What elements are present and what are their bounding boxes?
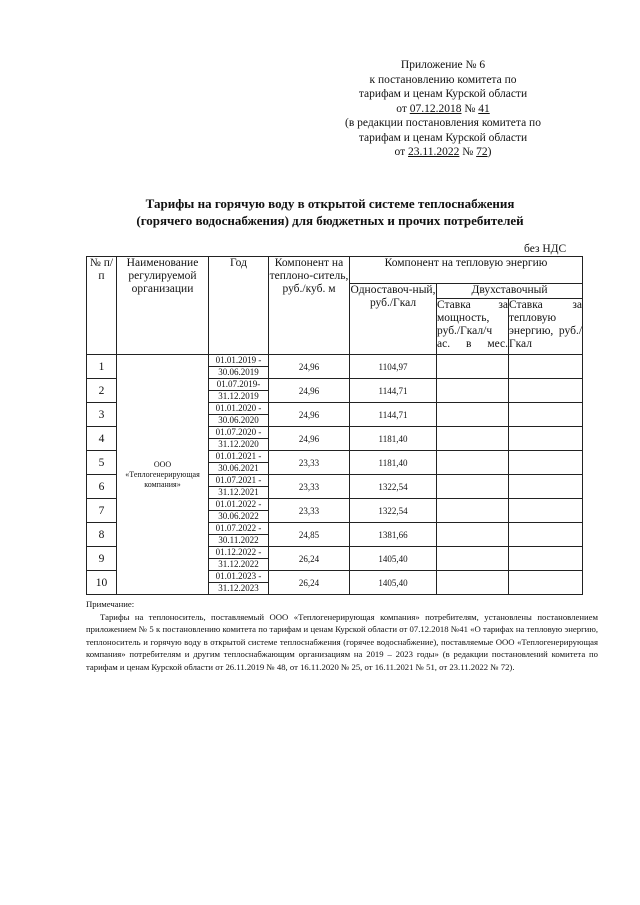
header-org: Наименование регулируемой организации [117,257,209,355]
single-rate-value: 1322,54 [350,475,437,499]
energy-rate-value [509,571,583,595]
carrier-value: 24,96 [269,403,350,427]
capacity-rate-value [437,499,509,523]
single-rate-value: 1144,71 [350,379,437,403]
period-end: 30.06.2021 [218,463,259,473]
row-number: 9 [87,547,117,571]
row-number: 10 [87,571,117,595]
capacity-rate-value [437,523,509,547]
carrier-value: 23,33 [269,451,350,475]
single-rate-value: 1144,71 [350,403,437,427]
appendix-date-line: от 07.12.2018 № 41 [396,102,490,115]
header-double: Двухставочный [437,284,583,299]
carrier-value: 26,24 [269,571,350,595]
energy-rate-value [509,403,583,427]
capacity-rate-value [437,427,509,451]
row-number: 8 [87,523,117,547]
header-single: Одноставоч-ный, руб./Гкал [350,284,437,355]
note [86,598,598,674]
period-end: 30.06.2022 [218,511,259,521]
row-number: 5 [87,451,117,475]
capacity-rate-value [437,451,509,475]
period-end: 30.06.2020 [218,415,259,425]
revision-date-line: от 23.11.2022 № 72) [394,146,492,158]
row-number: 3 [87,403,117,427]
single-rate-value: 1181,40 [350,451,437,475]
period [209,523,269,547]
appendix-line: (в редакции постановления комитета по [345,117,541,129]
period-start: 01.01.2019 - [209,355,268,367]
energy-rate-value [509,475,583,499]
period [209,499,269,523]
period [209,355,269,379]
period-end: 31.12.2023 [218,583,259,593]
carrier-value: 26,24 [269,547,350,571]
decree-number: 41 [478,102,490,115]
carrier-value: 23,33 [269,499,350,523]
appendix-line: к постановлению комитета по [369,73,517,86]
capacity-rate-value [437,403,509,427]
appendix-number: Приложение № 6 [400,59,486,71]
period [209,379,269,403]
organization-name: ООО «Теплогенерирующая компания» [117,355,209,595]
single-rate-value: 1104,97 [350,355,437,379]
period-end: 30.11.2022 [218,535,259,545]
document-title: Тарифы на горячую воду в открытой системе теплоснабжения (горячего водоснабжения) для бюджетных и прочих потребителей [136,196,524,228]
period [209,451,269,475]
row-number: 7 [87,499,117,523]
table-body [87,355,583,595]
appendix-line: тарифам и ценам Курской области [358,131,528,144]
single-rate-value: 1405,40 [350,547,437,571]
period-start: 01.01.2020 - [209,403,268,415]
period-start: 01.07.2021 - [209,475,268,487]
period-start: 01.01.2023 - [209,571,268,583]
tariff-table [86,256,583,595]
header-carrier: Компонент на теплоно-ситель, руб./куб. м [269,257,350,355]
header-year: Год [209,257,269,355]
revision-number: 72 [476,146,488,158]
energy-rate-value [509,451,583,475]
period [209,571,269,595]
period-start: 01.01.2021 - [209,451,268,463]
energy-rate-value [509,427,583,451]
revision-date: 23.11.2022 [408,146,460,158]
period-end: 31.12.2022 [218,559,259,569]
period-start: 01.12.2022 - [209,547,268,559]
period-end: 31.12.2021 [218,487,259,497]
carrier-value: 24,96 [269,379,350,403]
energy-rate-value [509,499,583,523]
row-number: 6 [87,475,117,499]
period [209,427,269,451]
table-row [87,355,583,379]
appendix-header [318,58,568,160]
header-num: № п/п [87,257,117,355]
period [209,403,269,427]
energy-rate-value [509,523,583,547]
carrier-value: 24,85 [269,523,350,547]
capacity-rate-value [437,547,509,571]
row-number: 4 [87,427,117,451]
appendix-line: тарифам и ценам Курской области [358,88,528,100]
energy-rate-value [509,379,583,403]
vat-note: без НДС [524,243,567,255]
period-start: 01.07.2020 - [209,427,268,439]
period-end: 31.12.2019 [218,391,259,401]
single-rate-value: 1181,40 [350,427,437,451]
period-start: 01.01.2022 - [209,499,268,511]
period-end: 31.12.2020 [218,439,259,449]
capacity-rate-value [437,379,509,403]
capacity-rate-value [437,571,509,595]
note-heading: Примечание: [86,599,135,609]
period-start: 01.07.2022 - [209,523,268,535]
single-rate-value: 1405,40 [350,571,437,595]
carrier-value: 24,96 [269,355,350,379]
header-energy: Компонент на тепловую энергию [350,257,583,284]
single-rate-value: 1322,54 [350,499,437,523]
decree-date: 07.12.2018 [409,102,462,115]
carrier-value: 23,33 [269,475,350,499]
period-end: 30.06.2019 [218,367,259,377]
note-text: Тарифы на теплоноситель, поставляемый ООО «Теплогенерирующая компания» потребителям, установлены постановлением приложением № 5 к постановлению комитета по тарифам и ценам Курской области от 07.12.2018 №41 «О тарифах на тепловую энергию, теплоноситель и горячую воду в открытой системе теплоснабжения (горячее водоснабжение), поставляемые ООО «Теплогенерирующая компания» потребителям и другим теплоснабжающим организациям на 2019 – 2023 годы» (в редакции постановлений комитета по тарифам и ценам Курской области от 26.11.2019 № 48, от 16.11.2020 № 25, от 16.11.2021 № 51, от 23.11.2022 № 72). [86,611,598,672]
single-rate-value: 1381,66 [350,523,437,547]
period-start: 01.07.2019- [209,379,268,391]
row-number: 1 [87,355,117,379]
energy-rate-value [509,355,583,379]
row-number: 2 [87,379,117,403]
header-energy-rate: Ставка за тепловую энергию, руб./Гкал [509,299,583,355]
header-capacity: Ставка за мощность, руб./Гкал/ч ас. в мес. [437,299,509,355]
period [209,475,269,499]
carrier-value: 24,96 [269,427,350,451]
energy-rate-value [509,547,583,571]
period [209,547,269,571]
capacity-rate-value [437,355,509,379]
capacity-rate-value [437,475,509,499]
